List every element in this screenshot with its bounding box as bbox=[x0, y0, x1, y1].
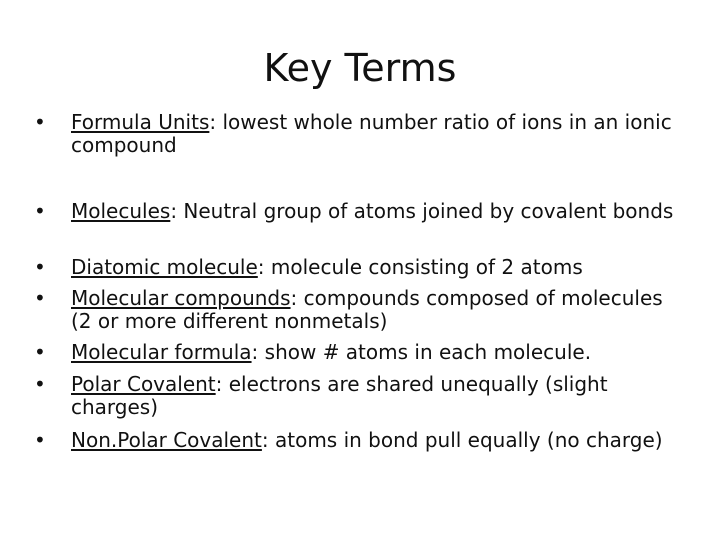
slide-title: Key Terms bbox=[263, 46, 457, 90]
bullet-icon: • bbox=[34, 199, 46, 223]
term-label: Formula Units bbox=[71, 110, 210, 134]
term-definition: : molecule consisting of 2 atoms bbox=[257, 255, 583, 279]
term-label: Molecular formula bbox=[71, 340, 252, 364]
bullet-item-diatomic-molecule bbox=[34, 256, 674, 279]
bullet-item-polar-covalent bbox=[34, 373, 674, 419]
term-definition: : Neutral group of atoms joined by covalent bonds bbox=[170, 199, 674, 223]
term-definition: : electrons are shared unequally (slight charges) bbox=[71, 372, 608, 419]
bullet-item-molecular-formula bbox=[34, 341, 674, 364]
term-definition: : compounds composed of molecules (2 or more different nonmetals) bbox=[71, 286, 663, 333]
term-definition: : atoms in bond pull equally (no charge) bbox=[261, 428, 663, 452]
bullet-item-molecules bbox=[34, 200, 674, 223]
bullet-icon: • bbox=[34, 372, 46, 396]
term-label: Molecular compounds bbox=[71, 286, 291, 310]
term-definition: : lowest whole number ratio of ions in an ionic compound bbox=[71, 110, 672, 157]
bullet-item-nonpolar-covalent bbox=[34, 429, 674, 452]
bullet-item-molecular-compounds bbox=[34, 287, 674, 333]
bullet-icon: • bbox=[34, 255, 46, 279]
bullet-icon: • bbox=[34, 110, 46, 134]
bullet-icon: • bbox=[34, 286, 46, 310]
term-label: Non.Polar Covalent bbox=[71, 428, 262, 452]
term-label: Molecules bbox=[71, 199, 171, 223]
term-label: Diatomic molecule bbox=[71, 255, 258, 279]
bullet-icon: • bbox=[34, 428, 46, 452]
term-label: Polar Covalent bbox=[71, 372, 216, 396]
bullet-item-formula-units bbox=[34, 111, 674, 157]
bullet-icon: • bbox=[34, 340, 46, 364]
term-definition: : show # atoms in each molecule. bbox=[251, 340, 592, 364]
